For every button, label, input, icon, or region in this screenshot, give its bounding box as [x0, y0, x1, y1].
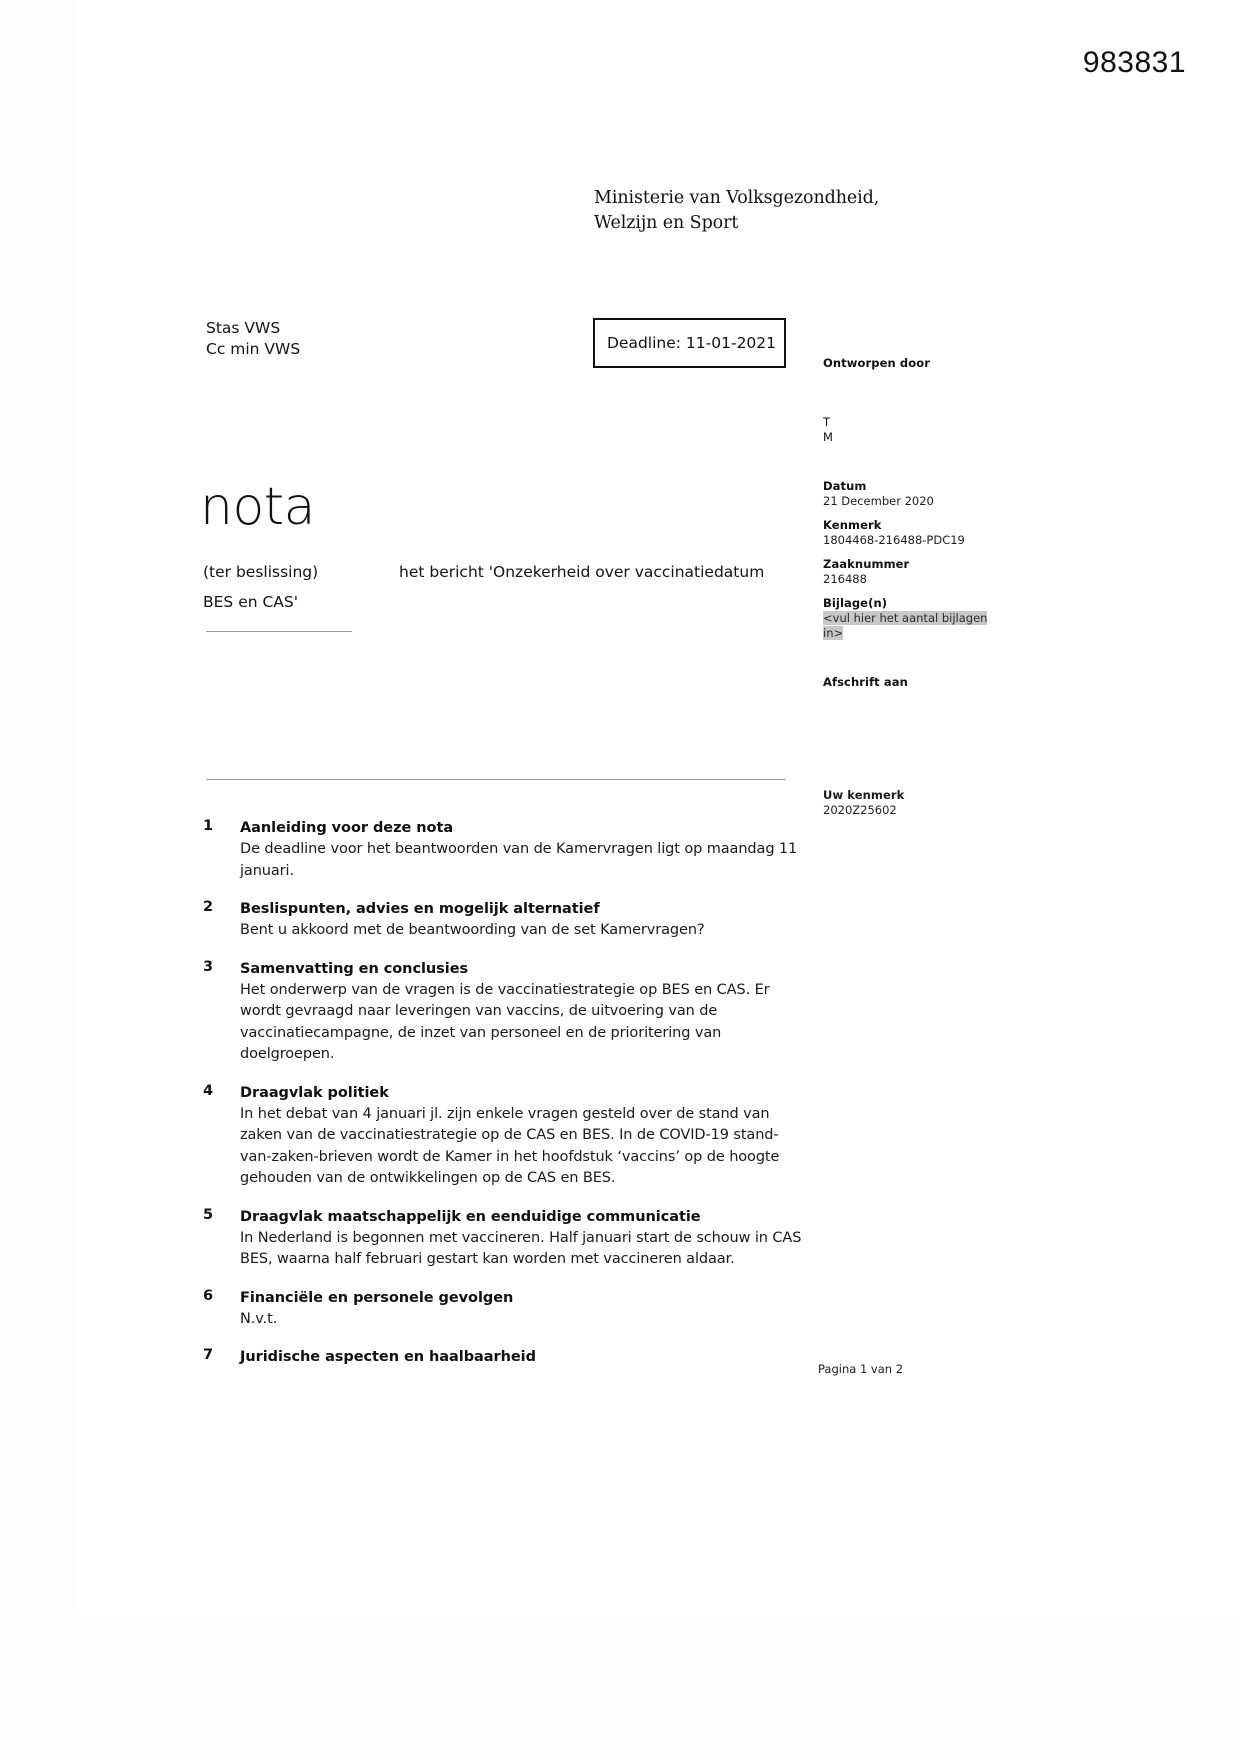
addressee-cc: Cc min VWS	[206, 340, 301, 358]
section-text: In Nederland is begonnen met vaccineren. Half januari start de schouw in CAS BES, waarna half februari gestart kan worden met vaccineren aldaar.	[240, 1229, 802, 1267]
zaaknummer-label: Zaaknummer	[823, 557, 910, 571]
section-3	[203, 959, 803, 1066]
kenmerk-value: 1804468-216488-PDC19	[823, 533, 965, 547]
section-2	[203, 899, 803, 942]
section-text: In het debat van 4 januari jl. zijn enkele vragen gesteld over de stand van zaken van de vaccinatiestrategie op de CAS en BES. In de COVID-19 stand-van-zaken-brieven wordt de Kamer in het hoofdstuk ‘vaccins’ op de hoogte gehouden van de ontwikkelingen op de CAS en BES.	[240, 1105, 780, 1186]
section-number: 6	[203, 1287, 214, 1304]
section-heading: Financiële en personele gevolgen	[240, 1289, 514, 1306]
scan-margin-bottom	[0, 1614, 1241, 1754]
deadline-text: Deadline: 11-01-2021	[607, 334, 777, 352]
zaaknummer-value: 216488	[823, 572, 867, 586]
divider-short	[206, 631, 352, 632]
divider-long	[206, 779, 786, 780]
uw-kenmerk-label: Uw kenmerk	[823, 788, 905, 802]
designer-initial-1: T	[823, 415, 831, 429]
section-number: 4	[203, 1082, 214, 1099]
ministry-line-1: Ministerie van Volksgezondheid,	[594, 188, 880, 208]
kenmerk-label: Kenmerk	[823, 518, 882, 532]
uw-kenmerk-value: 2020Z25602	[823, 803, 897, 817]
section-6	[203, 1288, 803, 1331]
section-number: 7	[203, 1347, 214, 1363]
section-number: 2	[203, 899, 214, 915]
section-number: 5	[203, 1206, 214, 1223]
bijlagen-value-wrap	[823, 611, 1008, 641]
section-4	[203, 1083, 803, 1190]
subject-text: het bericht 'Onzekerheid over vaccinatiedatum BES en CAS'	[203, 563, 765, 611]
section-number: 1	[203, 818, 214, 834]
section-text: Bent u akkoord met de beantwoording van de set Kamervragen?	[240, 922, 705, 938]
section-text: N.v.t.	[240, 1310, 278, 1327]
section-heading: Juridische aspecten en haalbaarheid	[240, 1349, 536, 1365]
ministry-line-2: Welzijn en Sport	[594, 213, 739, 233]
deadline-box	[593, 318, 786, 368]
section-heading: Aanleiding voor deze nota	[240, 820, 454, 836]
section-text: Het onderwerp van de vragen is de vaccinatiestrategie op BES en CAS. Er wordt gevraagd naar leveringen van vaccins, de uitvoering van de vaccinatiecampagne, de inzet van personeel en de prioritering van doelgroepen.	[240, 981, 770, 1062]
addressee-primary: Stas VWS	[206, 319, 281, 337]
metadata-column	[823, 356, 1008, 690]
document-kind: (ter beslissing)	[203, 563, 319, 581]
page-title: nota	[200, 477, 316, 537]
subject-line	[203, 557, 793, 617]
bijlagen-placeholder: <vul hier het aantal bijlagen in>	[823, 611, 988, 640]
addressee-block	[206, 318, 300, 360]
section-number: 3	[203, 958, 214, 975]
scan-margin-left	[0, 0, 76, 1754]
scan-number: 983831	[1082, 46, 1186, 79]
section-heading: Draagvlak politiek	[240, 1084, 389, 1101]
ministry-logotype	[594, 186, 879, 236]
section-text: De deadline voor het beantwoorden van de Kamervragen ligt op maandag 11 januari.	[240, 841, 798, 879]
bijlagen-label: Bijlage(n)	[823, 596, 888, 610]
section-1	[203, 818, 803, 882]
section-heading: Beslispunten, advies en mogelijk alternatief	[240, 901, 600, 917]
section-heading: Draagvlak maatschappelijk en eenduidige communicatie	[240, 1208, 701, 1225]
uw-kenmerk-block	[823, 788, 1008, 818]
page-footer: Pagina 1 van 2	[818, 1362, 904, 1376]
document-body	[203, 818, 803, 1385]
ontworpen-door-label: Ontworpen door	[823, 356, 930, 370]
designer-initial-2: M	[823, 430, 833, 444]
datum-value: 21 December 2020	[823, 494, 934, 508]
afschrift-aan-label: Afschrift aan	[823, 675, 908, 689]
section-5	[203, 1207, 803, 1271]
datum-label: Datum	[823, 479, 867, 493]
section-heading: Samenvatting en conclusies	[240, 960, 469, 977]
section-7	[203, 1347, 803, 1368]
